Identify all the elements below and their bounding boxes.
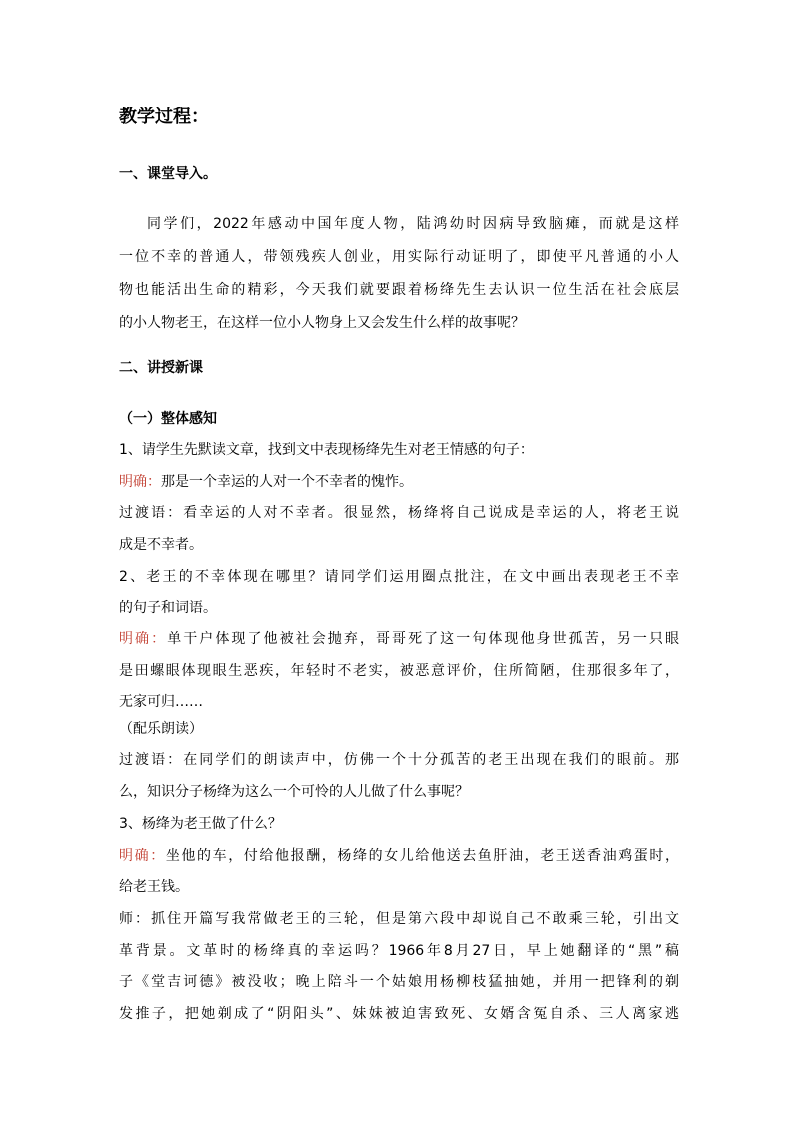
transition-line: 成是不幸者。 xyxy=(119,537,203,553)
section-heading-new-lesson: 二、讲授新课 xyxy=(119,360,203,376)
music-reading-note: （配乐朗读） xyxy=(119,721,203,737)
answer-2-line xyxy=(119,629,679,649)
page-title: 教学过程： xyxy=(119,107,209,127)
question-2-line: 2、老王的不幸体现在哪里？请同学们运用圈点批注，在文中画出表现老王不幸 xyxy=(119,569,679,585)
teacher-note-line: 师：抓住开篇写我常做老王的三轮，但是第六段中却说自己不敢乘三轮，引出文 xyxy=(119,911,679,927)
transition-line: 过渡语：看幸运的人对不幸者。很显然，杨绛将自己说成是幸运的人，将老王说 xyxy=(119,505,679,521)
intro-paragraph-line: 同学们，2022年感动中国年度人物，陆鸿幼时因病导致脑瘫，而就是这样 xyxy=(147,216,679,232)
teacher-note-line: 革背景。文革时的杨绛真的幸运吗？1966年8月27日，早上她翻译的“黑”稿 xyxy=(119,943,679,959)
question-1: 1、请学生先默读文章，找到文中表现杨绛先生对老王情感的句子： xyxy=(119,442,534,458)
answer-2-line: 是田螺眼体现眼生恶疾，年轻时不老实，被恶意评价，住所简陋，住那很多年了， xyxy=(119,663,679,679)
answer-1 xyxy=(119,472,679,492)
answer-label: 明确： xyxy=(119,631,168,647)
answer-text: 那是一个幸运的人对一个不幸者的愧怍。 xyxy=(161,474,413,490)
answer-text: 单干户体现了他被社会抛弃，哥哥死了这一句体现他身世孤苦，另一只眼 xyxy=(167,631,679,647)
teacher-note-line: 发推子，把她剃成了“阴阳头”、妹妹被迫害致死、女婿含冤自杀、三人离家逃 xyxy=(119,1006,679,1022)
question-2-line: 的句子和词语。 xyxy=(119,600,217,616)
intro-paragraph-line: 的小人物老王，在这样一位小人物身上又会发生什么样的故事呢？ xyxy=(119,315,525,331)
answer-3-line: 给老王钱。 xyxy=(119,879,189,895)
intro-paragraph-line: 一位不幸的普通人，带领残疾人创业，用实际行动证明了，即使平凡普通的小人 xyxy=(119,249,679,265)
teacher-note-line: 子《堂吉诃德》被没收；晚上陪斗一个姑娘用杨柳枝猛抽她，并用一把锋利的剃 xyxy=(119,974,679,990)
question-3: 3、杨绛为老王做了什么？ xyxy=(119,816,282,832)
answer-label: 明确： xyxy=(119,474,161,490)
answer-2-line: 无家可归…… xyxy=(119,694,203,710)
subsection-heading: （一）整体感知 xyxy=(119,411,217,427)
answer-label: 明确： xyxy=(119,848,166,864)
section-heading-intro: 一、课堂导入。 xyxy=(119,166,217,182)
intro-paragraph-line: 物也能活出生命的精彩，今天我们就要跟着杨绛先生去认识一位生活在社会底层 xyxy=(119,282,679,298)
transition-line: 过渡语：在同学们的朗读声中，仿佛一个十分孤苦的老王出现在我们的眼前。那 xyxy=(119,752,679,768)
answer-text: 坐他的车，付给他报酬，杨绛的女儿给他送去鱼肝油，老王送香油鸡蛋时， xyxy=(165,848,679,864)
answer-3-line xyxy=(119,846,679,866)
transition-line: 么，知识分子杨绛为这么一个可怜的人儿做了什么事呢？ xyxy=(119,784,469,800)
